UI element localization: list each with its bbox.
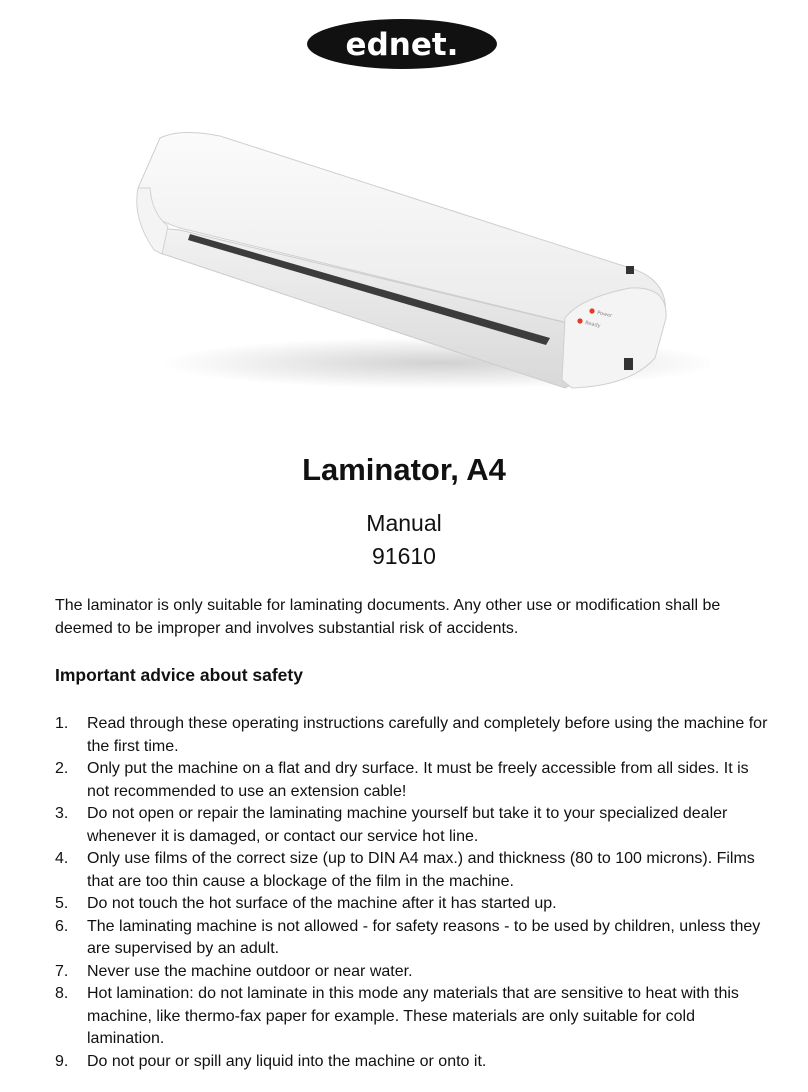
list-item: [55, 961, 770, 984]
list-item: [55, 713, 770, 758]
list-item: [55, 983, 770, 1051]
safety-heading: Important advice about safety: [55, 665, 303, 685]
switch-top: [626, 266, 634, 274]
list-item: [55, 1051, 770, 1074]
item-text: Read through these operating instructions carefully and completely before using the machine for the first time.: [87, 715, 768, 755]
item-number: 7.: [55, 962, 69, 980]
list-item: [55, 893, 770, 916]
list-item: [55, 803, 770, 848]
document-subtitle: Manual: [366, 510, 442, 536]
list-item: [55, 848, 770, 893]
list-item: [55, 916, 770, 961]
ready-label: Ready: [584, 320, 602, 330]
power-led: [589, 308, 594, 313]
ready-led: [577, 318, 582, 323]
ednet-logo: [306, 18, 498, 70]
intro-paragraph: The laminator is only suitable for laminating documents. Any other use or modification shall be deemed to be improper and involves substantial risk of accidents.: [55, 597, 721, 637]
brand-logo: [306, 18, 498, 70]
safety-list: [55, 713, 770, 1073]
item-text: Only put the machine on a flat and dry surface. It must be freely accessible from all sides. It is not recommended to use an extension cable!: [87, 760, 749, 800]
item-text: Do not touch the hot surface of the machine after it has started up.: [87, 895, 557, 912]
item-number: 2.: [55, 760, 69, 777]
item-text: Hot lamination: do not laminate in this mode any materials that are sensitive to heat with this machine, like thermo-fax paper for example. These materials are only suitable for cold lamination.: [87, 985, 739, 1047]
item-text: Only use films of the correct size (up to DIN A4 max.) and thickness (80 to 100 microns). Films that are too thin cause a blockage of the film in the machine.: [87, 850, 755, 890]
list-item: [55, 758, 770, 803]
item-text: The laminating machine is not allowed - for safety reasons - to be used by children, unless they are supervised by an adult.: [87, 917, 761, 957]
item-number: 4.: [55, 850, 69, 867]
item-number: 8.: [55, 985, 69, 1002]
document-title: Laminator, A4: [302, 452, 506, 487]
switch-side: [624, 358, 633, 370]
item-number: 9.: [55, 1052, 69, 1070]
laminator-illustration: [110, 118, 710, 418]
product-image: [110, 118, 710, 418]
item-number: 6.: [55, 917, 69, 935]
item-number: 3.: [55, 805, 69, 822]
logo-text: ednet.: [345, 27, 459, 63]
item-text: Do not pour or spill any liquid into the machine or onto it.: [87, 1052, 487, 1070]
item-number: 5.: [55, 895, 69, 912]
item-number: 1.: [55, 715, 69, 732]
item-text: Do not open or repair the laminating machine yourself but take it to your specialized dealer whenever it is damaged, or contact our service hot line.: [87, 805, 728, 845]
power-label: Power: [596, 310, 613, 320]
item-text: Never use the machine outdoor or near water.: [87, 962, 413, 980]
article-number: 91610: [372, 543, 436, 569]
